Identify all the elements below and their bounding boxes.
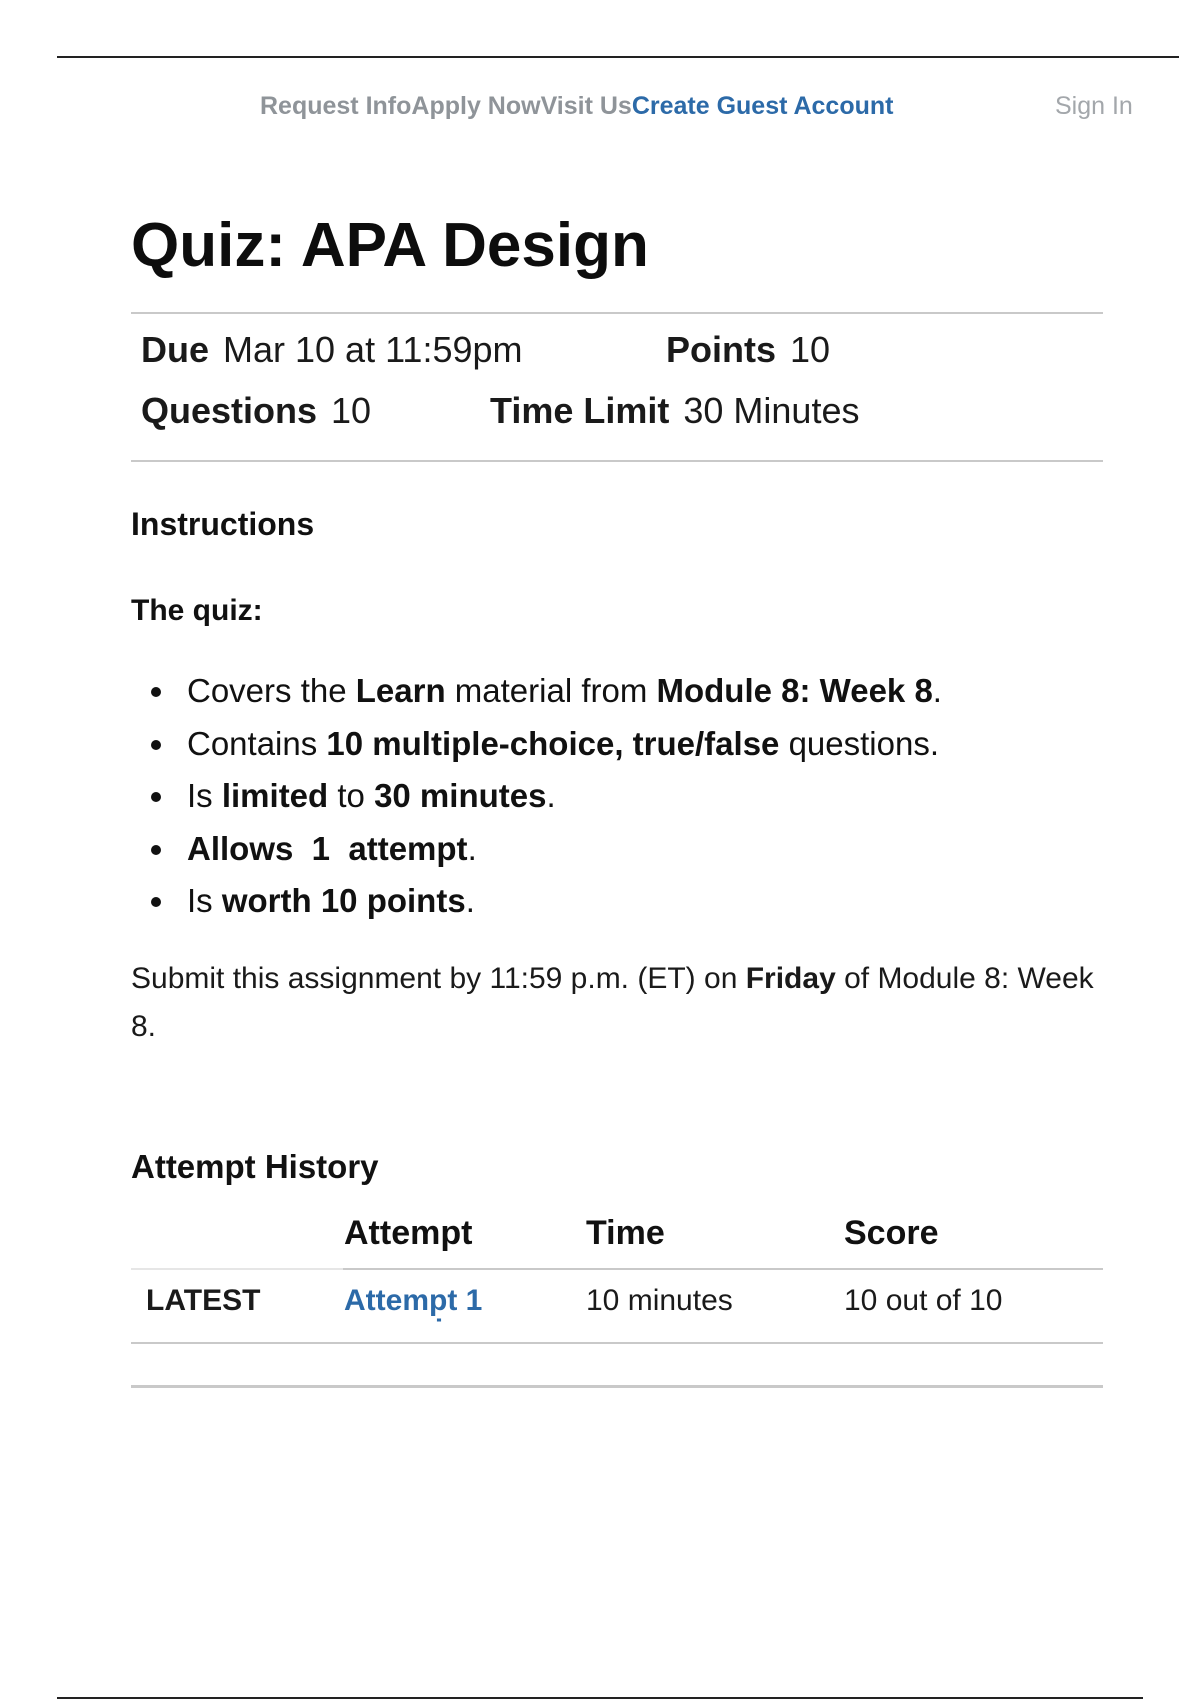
list-item	[187, 823, 1087, 876]
table-bottom-divider	[131, 1385, 1103, 1388]
questions-meta	[141, 390, 371, 432]
bullet-text: Is	[187, 777, 222, 814]
quiz-subheading: The quiz:	[131, 594, 263, 627]
bullet-text: .	[465, 882, 475, 919]
table-header-divider	[343, 1268, 1103, 1270]
points-label: Points	[666, 329, 777, 370]
questions-label: Questions	[141, 390, 318, 431]
attempt-1-link[interactable]: Attemp̣t 1	[344, 1284, 483, 1317]
column-header-score: Score	[844, 1214, 939, 1252]
list-item	[187, 665, 1087, 718]
bullet-bold: Module 8: Week 8	[656, 672, 933, 709]
list-item	[187, 770, 1087, 823]
sign-in-link[interactable]: Sign In	[1055, 92, 1133, 120]
due-meta	[141, 329, 523, 371]
submit-text: of Module 8: Week 8.	[131, 962, 1094, 1043]
points-meta	[666, 329, 830, 371]
list-item	[187, 718, 1087, 771]
page-title: Quiz: APA Design	[131, 211, 649, 280]
time-limit-value: 30 Minutes	[683, 390, 860, 431]
bullet-bold: worth 10 points	[221, 882, 466, 919]
bullet-text: Is	[187, 882, 222, 919]
table-header-divider-left	[131, 1268, 343, 1270]
nav-request-info-link[interactable]: Request Info	[260, 92, 412, 120]
bullet-text: to	[328, 777, 375, 814]
bullet-text: Covers the	[187, 672, 356, 709]
bottom-divider	[57, 1697, 1143, 1699]
bullet-bold: Learn	[355, 672, 446, 709]
meta-bottom-divider	[131, 460, 1103, 462]
top-nav	[260, 92, 893, 121]
attempt-history-heading: Attempt History	[131, 1148, 379, 1185]
submit-text: Submit this assignment by 11:59 p.m. (ET) on	[131, 962, 746, 995]
bullet-text: .	[932, 672, 942, 709]
bullet-text: .	[467, 829, 477, 867]
bullet-text: Contains	[187, 724, 327, 762]
due-label: Due	[141, 329, 210, 370]
bullet-bold: Allows 1 attempt	[187, 829, 468, 867]
bullet-text: questions.	[779, 724, 940, 762]
nav-visit-us-link[interactable]: Visit Us	[540, 92, 632, 120]
submit-bold: Friday	[745, 962, 836, 995]
points-value: 10	[790, 329, 831, 370]
attempt-score: 10 out of 10	[844, 1284, 1003, 1317]
bullet-bold: 10 multiple-choice, true/false	[326, 724, 780, 762]
bullet-text: material from	[445, 672, 657, 709]
questions-value: 10	[331, 390, 372, 431]
due-value: Mar 10 at 11:59pm	[223, 329, 523, 370]
bullet-text: .	[546, 777, 556, 814]
submit-note	[131, 955, 1103, 1051]
meta-top-divider	[131, 312, 1103, 314]
latest-label: LATEST	[146, 1284, 261, 1317]
instructions-list	[131, 665, 1087, 928]
table-row-divider	[131, 1342, 1103, 1344]
top-divider	[57, 56, 1179, 58]
time-limit-label: Time Limit	[490, 390, 670, 431]
attempt-time: 10 minutes	[586, 1284, 733, 1317]
list-item	[187, 875, 1087, 928]
bullet-bold: 30 minutes	[374, 777, 547, 814]
column-header-attempt: Attempt	[344, 1214, 473, 1252]
bullet-bold: limited	[221, 777, 329, 814]
time-limit-meta	[490, 390, 859, 432]
column-header-time: Time	[586, 1214, 665, 1252]
nav-apply-now-link[interactable]: Apply Now	[411, 92, 541, 120]
nav-create-guest-account-link[interactable]: Create Guest Account	[631, 92, 894, 120]
instructions-heading: Instructions	[131, 506, 315, 542]
